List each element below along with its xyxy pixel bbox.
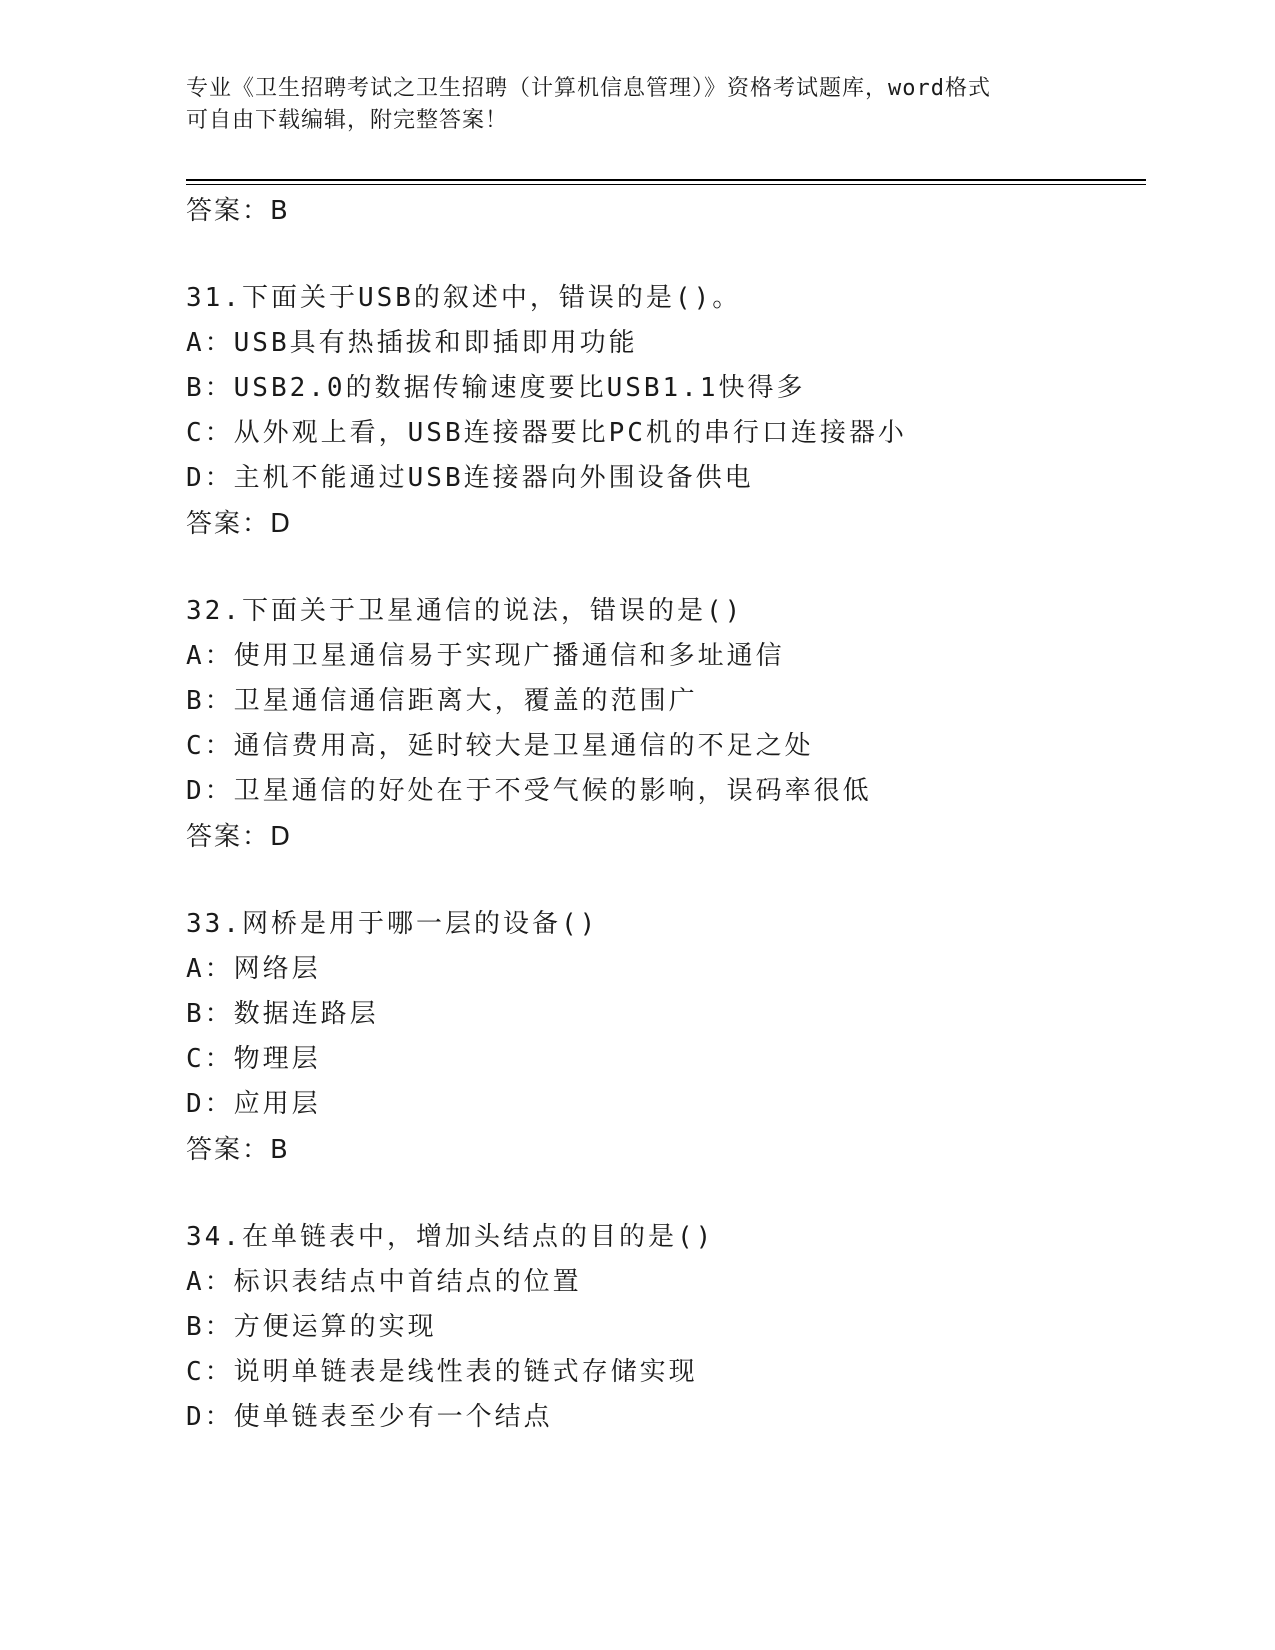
option-c: C：物理层 [186, 1044, 321, 1074]
document-header [186, 73, 1086, 137]
option-d: D：使单链表至少有一个结点 [186, 1402, 553, 1432]
option-d: D：卫星通信的好处在于不受气候的影响，误码率很低 [186, 776, 872, 806]
header-divider-thick [186, 179, 1146, 181]
answer-line: 答案：D [186, 822, 293, 852]
question-stem: 33.网桥是用于哪一层的设备() [186, 909, 599, 939]
question-block [186, 902, 1146, 1173]
option-a: A：USB具有热插拔和即插即用功能 [186, 328, 638, 358]
option-c: C：说明单链表是线性表的链式存储实现 [186, 1357, 698, 1387]
previous-answer: 答案：B [186, 196, 290, 226]
option-a: A：使用卫星通信易于实现广播通信和多址通信 [186, 641, 785, 671]
question-block [186, 1215, 1146, 1440]
option-b: B：方便运算的实现 [186, 1312, 437, 1342]
option-b: B：USB2.0的数据传输速度要比USB1.1快得多 [186, 373, 806, 403]
question-stem: 34.在单链表中，增加头结点的目的是() [186, 1222, 715, 1252]
option-a: A：网络层 [186, 954, 321, 984]
option-b: B：卫星通信通信距离大，覆盖的范围广 [186, 686, 698, 716]
question-block [186, 589, 1146, 860]
option-c: C：通信费用高，延时较大是卫星通信的不足之处 [186, 731, 814, 761]
option-a: A：标识表结点中首结点的位置 [186, 1267, 582, 1297]
option-d: D：主机不能通过USB连接器向外围设备供电 [186, 463, 754, 493]
question-block [186, 276, 1146, 547]
header-divider-thin [186, 184, 1146, 185]
question-stem: 32.下面关于卫星通信的说法，错误的是() [186, 596, 744, 626]
option-d: D：应用层 [186, 1089, 321, 1119]
answer-line: 答案：D [186, 509, 293, 539]
header-line-1: 专业《卫生招聘考试之卫生招聘（计算机信息管理）》资格考试题库，word格式 [186, 76, 991, 101]
header-line-2: 可自由下载编辑，附完整答案！ [186, 108, 509, 133]
option-b: B：数据连路层 [186, 999, 379, 1029]
option-c: C：从外观上看，USB连接器要比PC机的串行口连接器小 [186, 418, 907, 448]
answer-line: 答案：B [186, 1135, 290, 1165]
question-stem: 31.下面关于USB的叙述中，错误的是()。 [186, 283, 742, 313]
question-list [186, 188, 1146, 1440]
